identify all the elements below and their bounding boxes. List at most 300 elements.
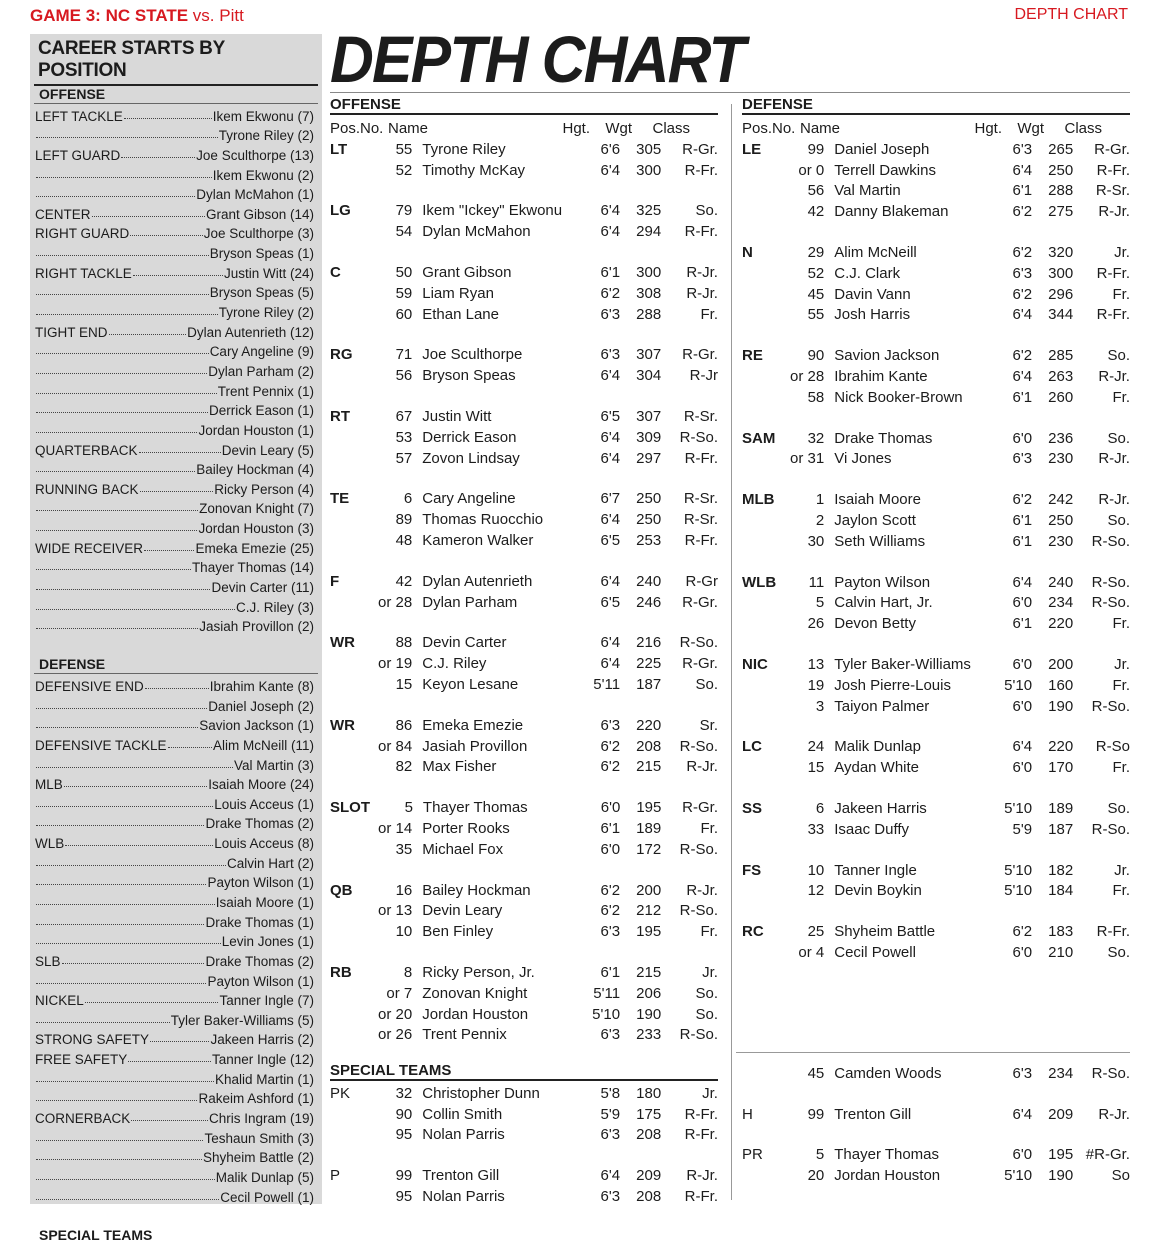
player-weight: 300 bbox=[1048, 264, 1074, 282]
player-height: 5'10 bbox=[1004, 1167, 1033, 1185]
player-weight: 294 bbox=[636, 223, 662, 241]
player-number: 5 bbox=[815, 594, 825, 612]
player-row bbox=[330, 816, 718, 837]
player-name: Keyon Lesane bbox=[422, 675, 519, 693]
player-height: 6'0 bbox=[1012, 697, 1033, 715]
player-class: Jr. bbox=[1114, 243, 1130, 261]
player-position: RG bbox=[330, 346, 353, 364]
player-number: 2 bbox=[815, 511, 825, 529]
player-height: 5'9 bbox=[600, 1105, 621, 1123]
player-name: Josh Harris bbox=[834, 306, 911, 324]
player-weight: 304 bbox=[636, 367, 662, 385]
player-name: Val Martin bbox=[834, 182, 901, 200]
player-name: Collin Smith bbox=[422, 1105, 503, 1123]
player-class: #R-Gr. bbox=[1085, 1146, 1130, 1164]
player-weight: 189 bbox=[636, 819, 662, 837]
leader-dots bbox=[150, 1041, 209, 1042]
player-name: Dylan Autenrieth bbox=[422, 572, 533, 590]
leader-dots bbox=[36, 137, 218, 138]
team-name: NC STATE bbox=[105, 6, 189, 25]
group-spacer bbox=[742, 323, 1130, 343]
player-height: 5'11 bbox=[593, 984, 621, 1002]
player-number: 55 bbox=[807, 306, 825, 324]
opponent: vs. Pitt bbox=[192, 6, 244, 25]
player-height: 6'4 bbox=[600, 634, 621, 652]
player-row bbox=[330, 837, 718, 858]
player-weight: 184 bbox=[1048, 882, 1074, 900]
player-row bbox=[330, 137, 718, 158]
player-class: R-So. bbox=[679, 902, 718, 920]
player-height: 6'7 bbox=[600, 490, 621, 508]
player-position: RE bbox=[742, 347, 763, 365]
player-number: 24 bbox=[807, 738, 825, 756]
player-weight: 189 bbox=[1048, 799, 1074, 817]
sidebar-player: Justin Witt (24) bbox=[223, 265, 314, 281]
player-number: 58 bbox=[807, 388, 825, 406]
col-class: Class bbox=[652, 120, 690, 137]
player-row bbox=[330, 219, 718, 240]
player-name: Tanner Ingle bbox=[834, 861, 917, 879]
sidebar-row bbox=[30, 910, 322, 930]
sidebar-player: Jasiah Provillon (2) bbox=[199, 619, 314, 635]
player-number: 57 bbox=[395, 449, 413, 467]
player-row bbox=[742, 158, 1130, 179]
group-spacer bbox=[742, 632, 1130, 652]
player-name: Nick Booker-Brown bbox=[834, 388, 963, 406]
player-name: Isaac Duffy bbox=[834, 820, 910, 838]
player-name: Max Fisher bbox=[422, 758, 497, 776]
player-weight: 250 bbox=[1048, 511, 1074, 529]
player-row bbox=[742, 199, 1130, 220]
player-height: 6'2 bbox=[600, 737, 621, 755]
sidebar-player: C.J. Riley (3) bbox=[235, 599, 314, 615]
sidebar-position: CORNERBACK bbox=[35, 1111, 131, 1127]
player-height: 5'10 bbox=[1004, 882, 1033, 900]
player-class: R-So. bbox=[1091, 594, 1130, 612]
leader-dots bbox=[36, 1179, 215, 1180]
player-name: Grant Gibson bbox=[422, 263, 512, 281]
sidebar-position: NICKEL bbox=[35, 993, 84, 1009]
player-weight: 195 bbox=[636, 923, 662, 941]
sidebar-player: Daniel Joseph (2) bbox=[208, 698, 314, 714]
sidebar-player: Trent Pennix (1) bbox=[217, 383, 314, 399]
player-weight: 175 bbox=[636, 1105, 662, 1123]
sidebar-row bbox=[30, 418, 322, 438]
player-height: 6'0 bbox=[1012, 1146, 1033, 1164]
player-position: LE bbox=[742, 140, 762, 158]
page-title: DEPTH CHART bbox=[330, 22, 744, 96]
group-spacer bbox=[330, 775, 718, 795]
player-weight: 233 bbox=[636, 1026, 662, 1044]
player-weight: 263 bbox=[1048, 367, 1074, 385]
sidebar-position: STRONG SAFETY bbox=[35, 1032, 150, 1048]
defense-column-header bbox=[742, 115, 1130, 137]
player-position: NIC bbox=[742, 655, 768, 673]
player-name: Trenton Gill bbox=[834, 1105, 912, 1123]
player-weight: 320 bbox=[1048, 243, 1074, 261]
sidebar-player: Val Martin (3) bbox=[233, 757, 314, 773]
player-number: 53 bbox=[395, 428, 413, 446]
sidebar-offense-heading: OFFENSE bbox=[34, 86, 318, 104]
player-row bbox=[330, 878, 718, 899]
player-height: 6'2 bbox=[1012, 285, 1033, 303]
player-number: 56 bbox=[807, 182, 825, 200]
sidebar-row bbox=[30, 124, 322, 144]
sidebar-player: Tanner Ingle (12) bbox=[211, 1052, 314, 1068]
player-weight: 220 bbox=[1048, 615, 1074, 633]
player-row bbox=[742, 426, 1130, 447]
player-weight: 206 bbox=[636, 984, 662, 1002]
leader-dots bbox=[85, 1002, 219, 1003]
leader-dots bbox=[36, 708, 207, 709]
player-weight: 288 bbox=[1048, 182, 1074, 200]
leader-dots bbox=[121, 157, 195, 158]
player-number: 99 bbox=[807, 140, 825, 158]
sidebar-position: LEFT TACKLE bbox=[35, 108, 123, 124]
special-teams-panel bbox=[330, 1062, 718, 1205]
player-number: 13 bbox=[807, 655, 825, 673]
sidebar-row bbox=[30, 536, 322, 556]
section-header: DEPTH CHART bbox=[1014, 6, 1128, 23]
player-name: Jasiah Provillon bbox=[422, 737, 528, 755]
player-number: or 13 bbox=[378, 902, 413, 920]
player-weight: 170 bbox=[1048, 759, 1074, 777]
sidebar-row bbox=[30, 183, 322, 203]
player-height: 6'2 bbox=[600, 881, 621, 899]
sidebar-row bbox=[30, 969, 322, 989]
player-height: 6'1 bbox=[600, 819, 621, 837]
sidebar-player: Payton Wilson (1) bbox=[207, 875, 314, 891]
player-class: R-Fr. bbox=[684, 161, 718, 179]
game-number: GAME 3: bbox=[30, 6, 101, 25]
player-weight: 208 bbox=[636, 1126, 662, 1144]
player-class: Fr. bbox=[1112, 615, 1130, 633]
sidebar-row bbox=[30, 694, 322, 714]
player-class: Fr. bbox=[700, 819, 718, 837]
sidebar-player: Jordan Houston (3) bbox=[198, 521, 314, 537]
player-name: Shyheim Battle bbox=[834, 923, 936, 941]
sidebar-player: Devin Carter (11) bbox=[211, 580, 314, 596]
leader-dots bbox=[36, 471, 195, 472]
sidebar-player: Rakeim Ashford (1) bbox=[198, 1091, 314, 1107]
sidebar-row bbox=[30, 812, 322, 832]
player-position: H bbox=[742, 1105, 753, 1123]
player-height: 6'4 bbox=[600, 655, 621, 673]
player-position: PK bbox=[330, 1084, 351, 1102]
player-class: Fr. bbox=[1112, 388, 1130, 406]
player-height: 6'4 bbox=[600, 223, 621, 241]
player-number: 10 bbox=[395, 923, 413, 941]
player-row bbox=[330, 446, 718, 467]
player-name: Dylan McMahon bbox=[422, 223, 531, 241]
player-number: 6 bbox=[403, 490, 413, 508]
player-position: RT bbox=[330, 407, 350, 425]
player-weight: 300 bbox=[636, 161, 662, 179]
player-row bbox=[742, 261, 1130, 282]
player-height: 6'2 bbox=[1012, 491, 1033, 509]
sidebar-position: WLB bbox=[35, 836, 65, 852]
player-number: 60 bbox=[395, 305, 413, 323]
sidebar-row bbox=[30, 1185, 322, 1205]
player-class: Jr. bbox=[1114, 655, 1130, 673]
sidebar-defense-heading: DEFENSE bbox=[34, 656, 318, 674]
player-weight: 297 bbox=[636, 449, 662, 467]
player-name: Ricky Person, Jr. bbox=[422, 963, 535, 981]
player-name: Devin Carter bbox=[422, 634, 507, 652]
sidebar-row bbox=[30, 261, 322, 281]
sidebar-row bbox=[30, 753, 322, 773]
player-row bbox=[742, 447, 1130, 468]
player-name: Cary Angeline bbox=[422, 490, 516, 508]
col-wgt: Wgt bbox=[605, 120, 632, 137]
player-class: R-So. bbox=[679, 840, 718, 858]
player-weight: 260 bbox=[1048, 388, 1074, 406]
sidebar-row bbox=[30, 497, 322, 517]
sidebar-position: MLB bbox=[35, 777, 63, 793]
group-spacer bbox=[330, 467, 718, 487]
player-name: Ikem "Ickey" Ekwonu bbox=[422, 202, 563, 220]
sidebar-offense-list bbox=[30, 104, 322, 634]
sidebar-row bbox=[30, 1067, 322, 1087]
player-number: 82 bbox=[395, 758, 413, 776]
sidebar-position: LEFT GUARD bbox=[35, 147, 121, 163]
player-row bbox=[742, 755, 1130, 776]
player-row bbox=[742, 508, 1130, 529]
sidebar-player: Cary Angeline (9) bbox=[209, 344, 314, 360]
player-weight: 183 bbox=[1048, 923, 1074, 941]
sidebar-player: Joe Sculthorpe (13) bbox=[196, 147, 314, 163]
player-height: 6'1 bbox=[600, 263, 621, 281]
player-name: Nolan Parris bbox=[422, 1126, 505, 1144]
player-height: 5'10 bbox=[1004, 676, 1033, 694]
player-name: C.J. Clark bbox=[834, 264, 901, 282]
sidebar-row bbox=[30, 241, 322, 261]
sidebar-row bbox=[30, 379, 322, 399]
defense-bottom-rule bbox=[736, 1052, 1130, 1053]
leader-dots bbox=[64, 786, 207, 787]
player-number: or 26 bbox=[378, 1026, 413, 1044]
player-number: 8 bbox=[403, 963, 413, 981]
player-weight: 190 bbox=[1048, 1167, 1074, 1185]
offense-column-header bbox=[330, 115, 718, 137]
player-position: TE bbox=[330, 490, 350, 508]
player-name: Michael Fox bbox=[422, 840, 504, 858]
player-row bbox=[742, 858, 1130, 879]
sidebar-player: Alim McNeill (11) bbox=[212, 737, 314, 753]
group-spacer bbox=[330, 940, 718, 960]
player-class: Fr. bbox=[1112, 882, 1130, 900]
leader-dots bbox=[36, 1199, 219, 1200]
player-weight: 187 bbox=[636, 675, 662, 693]
player-height: 6'4 bbox=[1012, 573, 1033, 591]
col-hgt: Hgt. bbox=[562, 120, 590, 137]
player-weight: 230 bbox=[1048, 450, 1074, 468]
leader-dots bbox=[36, 589, 210, 590]
player-name: Jakeen Harris bbox=[834, 799, 927, 817]
player-row bbox=[330, 425, 718, 446]
player-class: So. bbox=[695, 202, 718, 220]
sidebar-position: SLB bbox=[35, 953, 61, 969]
sidebar-player: Drake Thomas (2) bbox=[205, 816, 314, 832]
player-row bbox=[742, 529, 1130, 550]
sidebar-player: Ikem Ekwonu (7) bbox=[212, 108, 314, 124]
player-row bbox=[742, 303, 1130, 324]
leader-dots bbox=[36, 628, 198, 629]
player-position: LG bbox=[330, 202, 351, 220]
player-number: 45 bbox=[807, 1064, 825, 1082]
player-name: Thomas Ruocchio bbox=[422, 511, 544, 529]
player-height: 6'0 bbox=[1012, 429, 1033, 447]
sidebar-row bbox=[30, 477, 322, 497]
sidebar-row bbox=[30, 1146, 322, 1166]
leader-dots bbox=[133, 275, 223, 276]
player-number: 30 bbox=[807, 532, 825, 550]
sidebar-player: Bryson Speas (5) bbox=[209, 285, 314, 301]
player-row bbox=[330, 281, 718, 302]
player-number: 42 bbox=[807, 203, 825, 221]
leader-dots bbox=[36, 806, 213, 807]
player-row bbox=[742, 673, 1130, 694]
sidebar-position: DEFENSIVE TACKLE bbox=[35, 737, 167, 753]
player-name: Malik Dunlap bbox=[834, 738, 921, 756]
sidebar-player: Dylan Parham (2) bbox=[208, 363, 314, 379]
player-position: WLB bbox=[742, 573, 777, 591]
leader-dots bbox=[36, 432, 197, 433]
sidebar-row bbox=[30, 930, 322, 950]
sidebar-player: Khalid Martin (1) bbox=[214, 1071, 314, 1087]
player-row bbox=[742, 1061, 1130, 1082]
player-number: 86 bbox=[395, 716, 413, 734]
sidebar-player: Ibrahim Kante (8) bbox=[209, 678, 314, 694]
player-name: Taiyon Palmer bbox=[834, 697, 930, 715]
player-name: Bryson Speas bbox=[422, 367, 516, 385]
player-row bbox=[742, 694, 1130, 715]
player-class: R-Fr. bbox=[684, 1187, 718, 1205]
leader-dots bbox=[140, 491, 214, 492]
player-row bbox=[330, 528, 718, 549]
player-name: Trent Pennix bbox=[422, 1026, 507, 1044]
col-class: Class bbox=[1064, 120, 1102, 137]
player-name: Payton Wilson bbox=[834, 573, 931, 591]
player-position: QB bbox=[330, 881, 353, 899]
leader-dots bbox=[92, 216, 205, 217]
player-class: So bbox=[1111, 1167, 1130, 1185]
sidebar-row bbox=[30, 1008, 322, 1028]
player-height: 6'0 bbox=[1012, 943, 1033, 961]
leader-dots bbox=[36, 767, 233, 768]
player-number: 59 bbox=[395, 284, 413, 302]
leader-dots bbox=[36, 294, 209, 295]
player-row bbox=[330, 1102, 718, 1123]
player-class: R-Fr. bbox=[684, 223, 718, 241]
leader-dots bbox=[36, 943, 221, 944]
player-row bbox=[742, 1163, 1130, 1184]
player-number: 6 bbox=[815, 799, 825, 817]
sidebar-player: Payton Wilson (1) bbox=[207, 973, 314, 989]
sidebar-player: Grant Gibson (14) bbox=[205, 206, 314, 222]
player-height: 6'1 bbox=[1012, 511, 1033, 529]
player-height: 6'0 bbox=[1012, 759, 1033, 777]
player-row bbox=[742, 137, 1130, 158]
leader-dots bbox=[36, 983, 206, 984]
player-class: R-So. bbox=[679, 737, 718, 755]
player-number: or 0 bbox=[798, 161, 825, 179]
sidebar-row bbox=[30, 143, 322, 163]
sidebar-position: FREE SAFETY bbox=[35, 1052, 128, 1068]
player-class: R-Gr. bbox=[682, 655, 718, 673]
player-row bbox=[330, 899, 718, 920]
player-weight: 215 bbox=[636, 963, 662, 981]
sidebar-player: Dylan McMahon (1) bbox=[196, 187, 314, 203]
leader-dots bbox=[62, 963, 205, 964]
player-name: Danny Blakeman bbox=[834, 203, 949, 221]
player-row bbox=[742, 919, 1130, 940]
player-name: Ethan Lane bbox=[422, 305, 499, 323]
group-spacer bbox=[742, 550, 1130, 570]
leader-dots bbox=[130, 235, 202, 236]
player-height: 5'8 bbox=[600, 1084, 621, 1102]
player-class: R-So. bbox=[1091, 820, 1130, 838]
player-name: Liam Ryan bbox=[422, 284, 494, 302]
player-row bbox=[330, 1184, 718, 1205]
group-spacer bbox=[330, 693, 718, 713]
sidebar-player: Bailey Hockman (4) bbox=[196, 462, 314, 478]
player-position: SAM bbox=[742, 429, 776, 447]
player-name: Nolan Parris bbox=[422, 1187, 505, 1205]
special-teams-heading: SPECIAL TEAMS bbox=[330, 1062, 718, 1081]
player-class: R-Fr. bbox=[684, 1126, 718, 1144]
player-weight: 308 bbox=[636, 284, 662, 302]
sidebar-row bbox=[30, 1087, 322, 1107]
player-position: C bbox=[330, 263, 341, 281]
group-spacer bbox=[742, 838, 1130, 858]
player-class: R-Sr. bbox=[683, 490, 718, 508]
player-name: Devin Leary bbox=[422, 902, 503, 920]
player-number: 50 bbox=[395, 263, 413, 281]
player-name: Justin Witt bbox=[422, 407, 492, 425]
player-class: R-So. bbox=[1091, 1064, 1130, 1082]
player-number: 45 bbox=[807, 285, 825, 303]
player-class: So. bbox=[1107, 943, 1130, 961]
player-position: LT bbox=[330, 140, 348, 158]
sidebar-player: Ricky Person (4) bbox=[214, 481, 314, 497]
sidebar-title: CAREER STARTS BY POSITION bbox=[34, 34, 318, 86]
player-weight: 200 bbox=[1048, 655, 1074, 673]
leader-dots bbox=[36, 825, 204, 826]
player-weight: 242 bbox=[1048, 491, 1074, 509]
player-number: or 4 bbox=[798, 943, 825, 961]
player-height: 6'3 bbox=[1012, 264, 1033, 282]
player-weight: 172 bbox=[636, 840, 662, 858]
group-spacer bbox=[742, 467, 1130, 487]
player-name: Daniel Joseph bbox=[834, 140, 930, 158]
player-number: 95 bbox=[395, 1126, 413, 1144]
player-class: Fr. bbox=[700, 923, 718, 941]
group-spacer bbox=[330, 384, 718, 404]
player-class: R-So. bbox=[679, 428, 718, 446]
leader-dots bbox=[36, 196, 195, 197]
player-weight: 220 bbox=[636, 716, 662, 734]
player-class: Jr. bbox=[702, 963, 718, 981]
player-class: R-Jr. bbox=[686, 881, 718, 899]
player-row bbox=[330, 302, 718, 323]
sidebar-player: Shyheim Battle (2) bbox=[202, 1150, 314, 1166]
sidebar-player: Drake Thomas (1) bbox=[205, 914, 314, 930]
player-number: 5 bbox=[404, 799, 413, 817]
sidebar-row bbox=[30, 871, 322, 891]
sidebar-player: Devin Leary (5) bbox=[221, 442, 314, 458]
player-weight: 309 bbox=[636, 428, 662, 446]
